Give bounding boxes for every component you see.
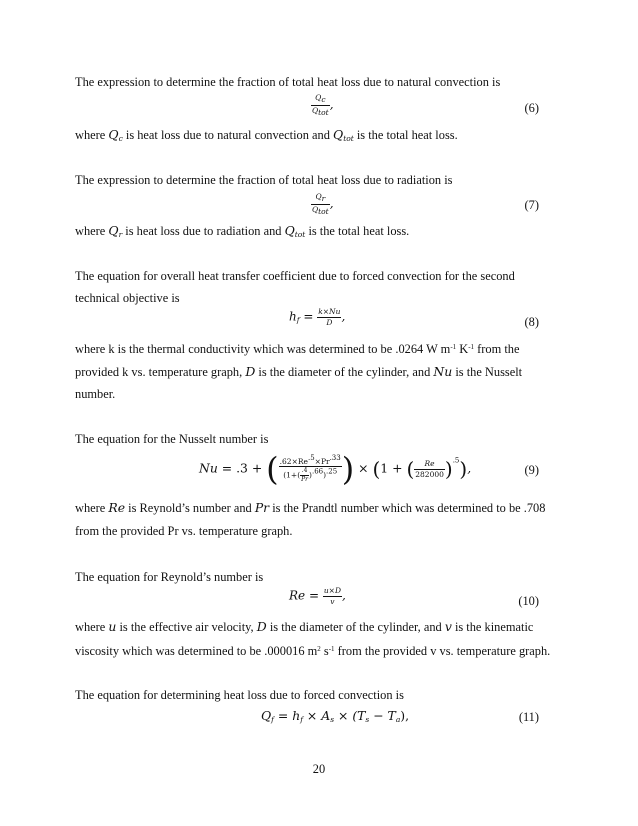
page-number: 20 [312,762,326,776]
equation-number-7: (7) [524,198,539,212]
where-line-7: where $Q_r$ is heat loss due to radiation and $Q_{tot}$ is the total heat loss. [75,223,410,239]
equation-10: Re = $\frac{u\times D}{v}$ , [289,586,346,606]
paragraph-natural-convection-fraction: The expression to determine the fraction of total heat loss due to natural convection is [75,75,501,89]
equation-8: $h_f$ = $\frac{k\times Nu}{D}$ , [289,307,346,327]
paragraph-reynolds: The equation for Reynold’s number is [75,570,264,584]
fraction: $\frac{u\times D}{v}$ [323,586,341,606]
equation-6: $\frac{Q_c}{Q_{tot}}$ , [312,93,334,117]
fraction: $\frac{k\times Nu}{D}$ [318,307,341,327]
equation-number-6: (6) [524,101,539,115]
paragraph-reynolds-prandtl-cont: from the provided Pr vs. temperature graph. [75,524,293,538]
equation-number-10: (10) [518,594,539,608]
fraction: $\frac{Re}{282000}$ [415,459,444,479]
paragraph-forced-convection-loss: The equation for determining heat loss due to forced convection is [75,688,404,702]
equation-7: $\frac{Q_r}{Q_{tot}}$ , [312,192,334,216]
equation-number-11: (11) [518,710,539,724]
paragraph-radiation-fraction: The expression to determine the fraction of total heat loss due to radiation is [75,173,453,187]
paragraph-thermal-conductivity: where k is the thermal conductivity which was determined to be .0264 W $m^{-1}$ $K^{-1}$ from the [75,342,520,356]
paragraph-viscosity: viscosity which was determined to be .000016 $m^2$ $s^{-1}$ from the provided v vs. temperature graph. [75,644,551,658]
fraction: $.62\times Re^{.5}\times Pr^{.33}$ (1+( $\frac{.4}{Pr}$ )$^{.66}$)$^{.25}$ [279,453,341,484]
where-line-6: where $Q_c$ is heat loss due to natural convection and $Q_{tot}$ is the total heat loss. [75,127,458,143]
paragraph-thermal-conductivity-cont: provided k vs. temperature graph, D is the diameter of the cylinder, and Nu is the Nusselt [75,364,523,379]
equation-11: $Q_f = h_f \times A_s \times (T_s - T_a)$, [261,708,410,724]
paragraph-number-word: number. [75,387,116,401]
paragraph-nusselt: The equation for the Nusselt number is [75,432,269,446]
paragraph-air-velocity: where u is the effective air velocity, D is the diameter of the cylinder, and v is the kinematic [75,619,534,634]
equation-number-9: (9) [524,463,539,477]
fraction: $\frac{Q_c}{Q_{tot}}$ [312,93,329,117]
equation-9: Nu = .3 + ( $.62\times Re^{.5}\times Pr^{.33}$ (1+( $\frac{.4}{Pr}$ )$^{.66}$)$^{.25}$ ) × (1 + ( $\frac{Re}{282000}$ )$^{.5}$), [199,450,472,488]
equation-number-8: (8) [524,315,539,329]
big-paren-close: ) [341,450,355,488]
paragraph-reynolds-prandtl: where Re is Reynold’s number and Pr is the Prandtl number which was determined to be .708 [75,500,546,515]
paragraph-forced-convection-coefficient-cont: technical objective is [75,291,180,305]
fraction: $\frac{Q_r}{Q_{tot}}$ [312,192,329,216]
big-paren-open: ( [266,450,279,488]
paragraph-forced-convection-coefficient: The equation for overall heat transfer coefficient due to forced convection for the second [75,269,515,283]
